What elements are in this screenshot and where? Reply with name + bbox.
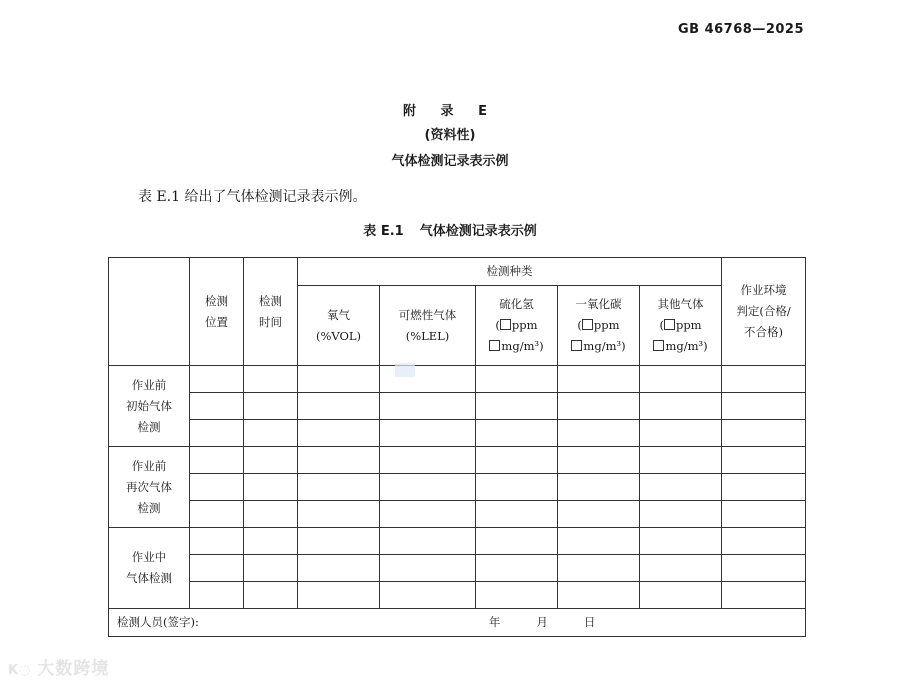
data-cell[interactable] — [190, 420, 244, 447]
gas-name: 硫化氢 — [499, 297, 534, 311]
header-judgement-line: 作业环境 — [740, 283, 787, 297]
data-cell[interactable] — [640, 393, 722, 420]
data-cell[interactable] — [298, 420, 380, 447]
data-cell[interactable] — [244, 420, 298, 447]
header-time-line: 时间 — [259, 314, 282, 329]
gas-unit-mgm3: mg/m³ — [501, 339, 540, 353]
table-row — [109, 447, 806, 474]
header-judgement-line: 判定(合格/ — [736, 304, 791, 318]
data-cell[interactable] — [558, 582, 640, 609]
data-cell[interactable] — [298, 447, 380, 474]
table-row — [109, 366, 806, 393]
header-position-line: 检测 — [205, 293, 228, 308]
data-cell[interactable] — [476, 501, 558, 528]
ppm-checkbox[interactable] — [500, 319, 511, 330]
header-position — [190, 258, 244, 366]
header-position-line: 位置 — [205, 314, 228, 329]
data-cell[interactable] — [640, 528, 722, 555]
gas-unit: (%LEL) — [405, 328, 450, 343]
gas-unit-ppm: ppm — [511, 318, 538, 332]
header-oxygen — [298, 286, 380, 366]
mgm3-checkbox[interactable] — [489, 340, 500, 351]
table-row — [109, 393, 806, 420]
table-row — [109, 528, 806, 555]
table-row — [109, 582, 806, 609]
header-judgement-line: 不合格) — [744, 325, 784, 339]
data-cell[interactable] — [380, 366, 476, 393]
table-footer-row — [109, 609, 806, 637]
gas-unit-mgm3: mg/m³ — [665, 339, 704, 353]
data-cell[interactable] — [380, 393, 476, 420]
data-cell[interactable] — [722, 501, 806, 528]
gas-name: 其他气体 — [657, 297, 704, 311]
watermark-text: 大数跨境 — [37, 659, 110, 679]
data-cell[interactable] — [722, 393, 806, 420]
data-cell[interactable] — [476, 474, 558, 501]
data-cell[interactable] — [380, 447, 476, 474]
data-cell[interactable] — [190, 501, 244, 528]
data-cell[interactable] — [190, 366, 244, 393]
header-co: 一氧化碳 ( ppm mg/m³) — [558, 286, 640, 366]
data-cell[interactable] — [244, 501, 298, 528]
data-cell[interactable] — [640, 501, 722, 528]
data-cell[interactable] — [722, 366, 806, 393]
gas-unit: (%VOL) — [315, 328, 362, 343]
data-cell[interactable] — [190, 582, 244, 609]
data-cell[interactable] — [244, 366, 298, 393]
header-judgement — [722, 258, 806, 366]
row-group-label-line: 检测 — [137, 500, 161, 515]
data-cell[interactable] — [380, 582, 476, 609]
gas-detection-record-table — [108, 257, 806, 637]
header-h2s: 硫化氢 ( ppm mg/m³) — [476, 286, 558, 366]
data-cell[interactable] — [190, 393, 244, 420]
appendix-title: 附 录 E — [403, 104, 497, 119]
table-row — [109, 474, 806, 501]
data-cell[interactable] — [298, 555, 380, 582]
header-detection-types: 检测种类 — [298, 258, 722, 286]
data-cell[interactable] — [380, 555, 476, 582]
row-group-label — [109, 366, 190, 447]
month-label: 月 — [536, 615, 548, 629]
data-cell[interactable] — [380, 420, 476, 447]
header-other-gas: 其他气体 ( ppm mg/m³) — [640, 286, 722, 366]
header-time — [244, 258, 298, 366]
data-cell[interactable] — [476, 447, 558, 474]
data-cell[interactable] — [476, 555, 558, 582]
watermark-logo-icon: K◌ — [8, 663, 32, 678]
data-cell[interactable] — [722, 474, 806, 501]
ppm-checkbox[interactable] — [582, 319, 593, 330]
data-cell[interactable] — [558, 420, 640, 447]
row-group-label — [109, 528, 190, 609]
data-cell[interactable] — [476, 528, 558, 555]
data-cell[interactable] — [558, 366, 640, 393]
year-label: 年 — [488, 615, 501, 629]
table-row — [109, 501, 806, 528]
data-cell[interactable] — [298, 501, 380, 528]
day-label: 日 — [583, 615, 596, 629]
data-cell[interactable] — [190, 447, 244, 474]
data-cell[interactable] — [640, 555, 722, 582]
table-row — [109, 555, 806, 582]
watermark — [8, 654, 109, 679]
data-cell[interactable] — [244, 447, 298, 474]
inspector-signature-label: 检测人员(签字): — [117, 615, 199, 629]
data-cell[interactable] — [558, 393, 640, 420]
data-cell[interactable] — [298, 528, 380, 555]
data-cell[interactable] — [476, 420, 558, 447]
data-cell[interactable] — [190, 474, 244, 501]
row-group-label-line: 气体检测 — [126, 571, 172, 585]
data-cell[interactable] — [558, 474, 640, 501]
table-caption-title: 气体检测记录表示例 — [419, 224, 537, 239]
data-cell[interactable] — [558, 501, 640, 528]
mgm3-checkbox[interactable] — [571, 340, 582, 351]
data-cell[interactable] — [640, 582, 722, 609]
data-cell[interactable] — [298, 474, 380, 501]
data-cell[interactable] — [380, 501, 476, 528]
header-combustible — [380, 286, 476, 366]
data-cell[interactable] — [244, 528, 298, 555]
intro-text: 表 E.1 给出了气体检测记录表示例。 — [138, 189, 367, 205]
data-cell[interactable] — [244, 582, 298, 609]
gas-unit-mgm3: mg/m³ — [583, 339, 622, 353]
data-cell[interactable] — [558, 528, 640, 555]
mgm3-checkbox[interactable] — [653, 340, 664, 351]
corner-cell — [109, 258, 190, 366]
row-group-label-line: 再次气体 — [126, 479, 172, 494]
signature-cell[interactable] — [109, 609, 806, 637]
scan-artifact — [395, 363, 415, 377]
data-cell[interactable] — [640, 420, 722, 447]
gas-unit-ppm: ppm — [675, 318, 702, 332]
data-cell[interactable] — [476, 366, 558, 393]
data-cell[interactable] — [722, 420, 806, 447]
header-time-line: 检测 — [259, 293, 282, 308]
data-cell[interactable] — [722, 582, 806, 609]
data-cell[interactable] — [722, 528, 806, 555]
data-cell[interactable] — [722, 555, 806, 582]
appendix-heading: 气体检测记录表示例 — [391, 154, 509, 169]
standard-number: GB 46768—2025 — [677, 22, 804, 37]
data-cell[interactable] — [476, 393, 558, 420]
data-cell[interactable] — [190, 528, 244, 555]
gas-name: 可燃性气体 — [398, 307, 457, 322]
row-group-label-line: 初始气体 — [126, 398, 172, 413]
table-header-row — [109, 258, 806, 286]
data-cell[interactable] — [380, 474, 476, 501]
gas-name: 一氧化碳 — [575, 297, 622, 311]
data-cell[interactable] — [298, 366, 380, 393]
data-cell[interactable] — [558, 555, 640, 582]
data-cell[interactable] — [558, 447, 640, 474]
data-cell[interactable] — [640, 474, 722, 501]
gas-unit-ppm: ppm — [593, 318, 620, 332]
data-cell[interactable] — [298, 582, 380, 609]
data-cell[interactable] — [640, 447, 722, 474]
data-cell[interactable] — [640, 366, 722, 393]
row-group-label-line: 检测 — [137, 419, 161, 434]
table-caption — [0, 220, 900, 239]
table-caption-number: 表 E.1 — [363, 224, 404, 239]
row-group-label-line: 作业中 — [131, 550, 167, 564]
data-cell[interactable] — [722, 447, 806, 474]
row-group-label-line: 作业前 — [131, 377, 167, 392]
data-cell[interactable] — [380, 528, 476, 555]
data-cell[interactable] — [190, 555, 244, 582]
data-cell[interactable] — [476, 582, 558, 609]
data-cell[interactable] — [244, 555, 298, 582]
data-cell[interactable] — [298, 393, 380, 420]
data-cell[interactable] — [244, 474, 298, 501]
appendix-nature: (资料性) — [424, 128, 476, 143]
gas-name: 氧气 — [327, 307, 350, 322]
row-group-label — [109, 447, 190, 528]
data-cell[interactable] — [244, 393, 298, 420]
table-row — [109, 420, 806, 447]
ppm-checkbox[interactable] — [664, 319, 675, 330]
row-group-label-line: 作业前 — [131, 458, 167, 473]
